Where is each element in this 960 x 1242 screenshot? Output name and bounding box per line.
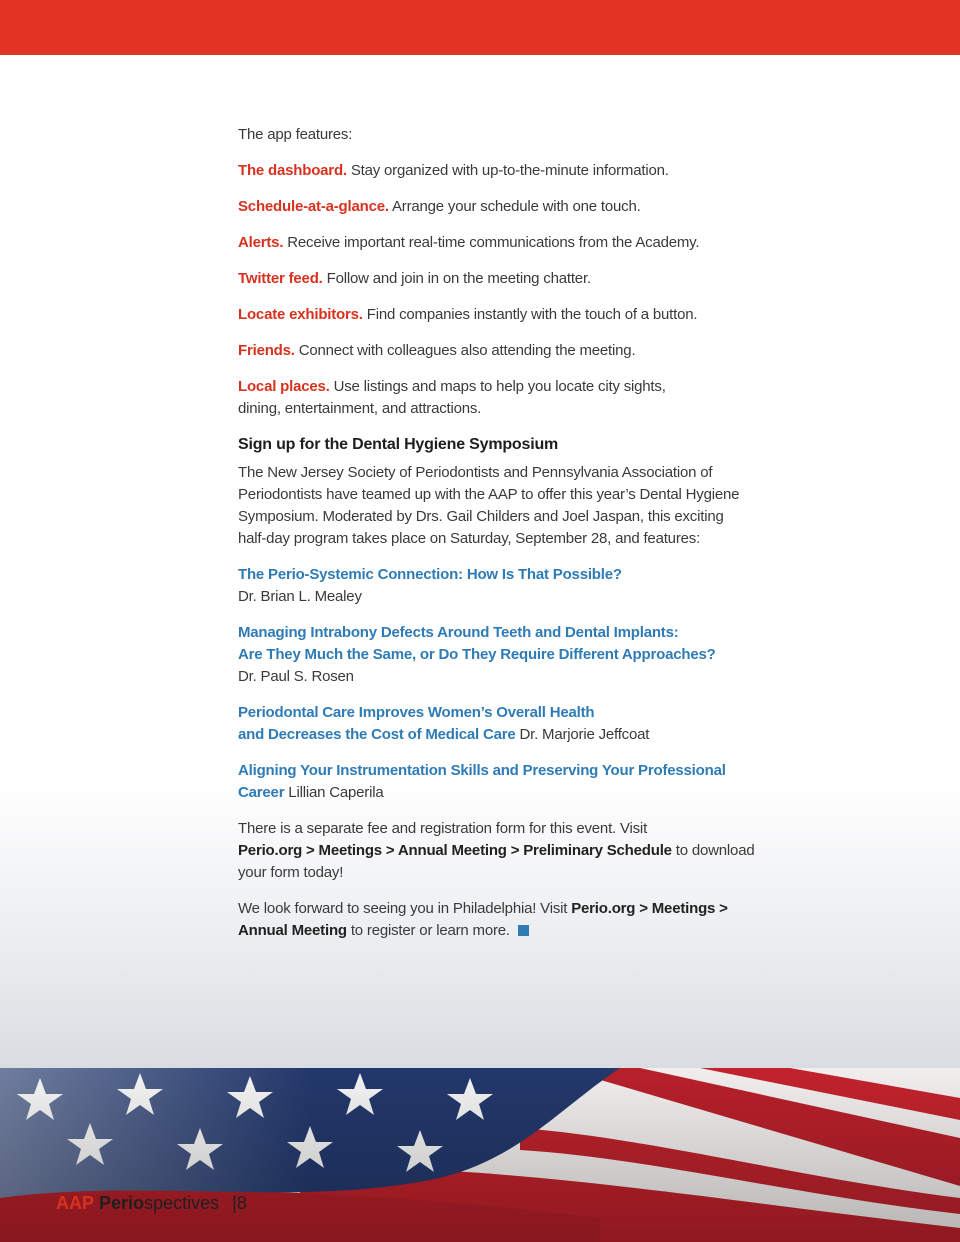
feature-item (238, 196, 768, 218)
flag-image (0, 1068, 960, 1242)
session-title: Managing Intrabony Defects Around Teeth and Dental Implants: (238, 624, 679, 641)
feature-item (238, 304, 768, 326)
feature-title: Twitter feed. (238, 270, 323, 287)
feature-title: Local places. (238, 378, 330, 395)
session-speaker: Dr. Paul S. Rosen (238, 668, 354, 685)
feature-text: Stay organized with up-to-the-minute information. (346, 162, 669, 179)
session-title-continued: and Decreases the Cost of Medical Care (238, 726, 516, 743)
symposium-heading: Sign up for the Dental Hygiene Symposium (238, 436, 559, 453)
fee-link-path[interactable]: Perio.org > Meetings > Annual Meeting > Preliminary Schedule (238, 842, 672, 859)
feature-item (238, 376, 708, 420)
fee-note (238, 818, 768, 884)
feature-text: Receive important real-time communications from the Academy. (283, 234, 700, 251)
session-title-continued: Are They Much the Same, or Do They Require Different Approaches? (238, 646, 716, 663)
features-intro: The app features: (238, 126, 353, 143)
session-item (238, 622, 768, 688)
feature-title: Schedule-at-a-glance. (238, 198, 389, 215)
feature-text: Arrange your schedule with one touch. (388, 198, 641, 215)
fee-text-end: to download your form today! (238, 842, 755, 881)
closing-note (238, 898, 738, 942)
footer-brand-perio: Perio (99, 1193, 145, 1213)
closing-text: We look forward to seeing you in Philadelphia! Visit (238, 900, 572, 917)
footer-brand-aap: AAP (56, 1193, 95, 1213)
closing-text-end: to register or learn more. (346, 922, 510, 939)
session-title: Aligning Your Instrumentation Skills and Preserving Your Professional (238, 762, 726, 779)
feature-text: Connect with colleagues also attending the meeting. (294, 342, 636, 359)
session-item (238, 564, 768, 608)
feature-text: Follow and join in on the meeting chatter. (322, 270, 591, 287)
fee-text: There is a separate fee and registration form for this event. Visit (238, 820, 648, 837)
session-item (238, 702, 768, 746)
feature-text: Find companies instantly with the touch of a button. (362, 306, 698, 323)
feature-item (238, 160, 768, 182)
session-title: The Perio-Systemic Connection: How Is That Possible? (238, 566, 622, 583)
feature-title: The dashboard. (238, 162, 347, 179)
feature-title: Friends. (238, 342, 295, 359)
symposium-description: The New Jersey Society of Periodontists and Pennsylvania Association of Periodontists have teamed up with the AAP to offer this year’s Dental Hygiene Symposium. Moderated by Drs. Gail Childers and Joel Jaspan, this exciting half-day program takes place on Saturday, September 28, and features: (238, 464, 740, 547)
session-speaker: Lillian Caperila (284, 784, 384, 801)
footer-brand-rest: spectives (144, 1193, 220, 1213)
session-speaker: Dr. Brian L. Mealey (238, 588, 362, 605)
feature-item (238, 232, 768, 254)
feature-item (238, 340, 768, 362)
feature-item (238, 268, 768, 290)
session-item (238, 760, 768, 804)
feature-title: Alerts. (238, 234, 284, 251)
session-speaker: Dr. Marjorie Jeffcoat (515, 726, 650, 743)
session-title: Periodontal Care Improves Women’s Overall Health (238, 704, 595, 721)
closing-link-path[interactable]: Perio.org > Meetings > Annual Meeting (238, 900, 728, 939)
footer-separator: | (232, 1193, 237, 1213)
page-footer (56, 1191, 247, 1215)
session-title-continued: Career (238, 784, 285, 801)
end-mark-icon (518, 925, 529, 936)
article-body (238, 124, 768, 956)
page-number: 8 (236, 1193, 247, 1213)
feature-title: Locate exhibitors. (238, 306, 363, 323)
feature-text: Use listings and maps to help you locate city sights, dining, entertainment, and attractions. (238, 378, 666, 417)
top-color-bar (0, 0, 960, 55)
